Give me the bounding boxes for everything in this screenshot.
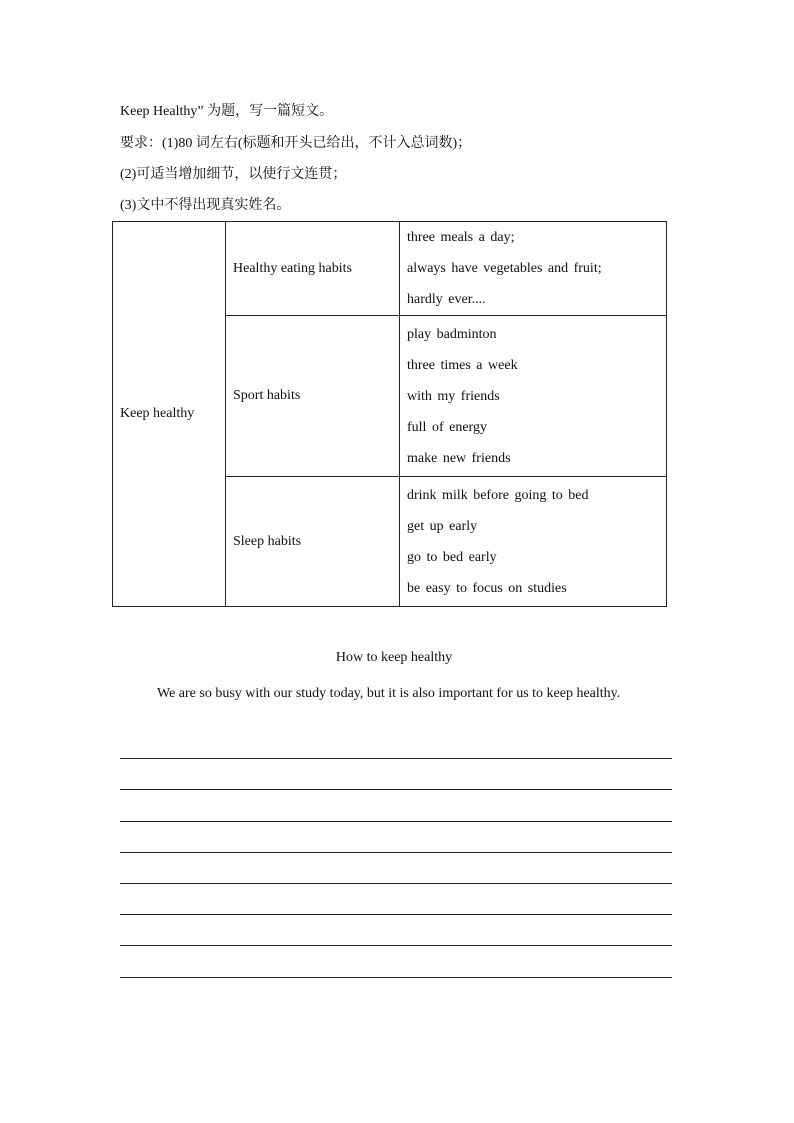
writing-line[interactable] [120, 758, 672, 759]
detail-item: hardly ever.... [407, 292, 486, 307]
detail-item: go to bed early [407, 549, 497, 565]
writing-line[interactable] [120, 883, 672, 884]
detail-item: full of energy [407, 419, 487, 435]
instruction-requirement-2: (2)可适当增加细节，以使行文连贯； [120, 167, 347, 182]
writing-line[interactable] [120, 914, 672, 915]
category-sport: Sport habits [226, 316, 400, 477]
instruction-requirement-1: 要求：(1)80 词左右(标题和开头已给出，不计入总词数)； [120, 136, 472, 151]
detail-item: play badminton [407, 326, 497, 342]
writing-line[interactable] [120, 852, 672, 853]
detail-item: drink milk before going to bed [407, 487, 589, 503]
topic-cell: Keep healthy [113, 222, 226, 607]
writing-line[interactable] [120, 789, 672, 790]
essay-title: How to keep healthy [335, 650, 453, 665]
detail-item: be easy to focus on studies [407, 580, 567, 596]
category-eating: Healthy eating habits [226, 222, 400, 316]
detail-item: three meals a day; [407, 230, 515, 245]
habits-table [112, 221, 667, 607]
details-sleep [400, 477, 667, 607]
detail-item: make new friends [407, 450, 511, 466]
detail-item: get up early [407, 518, 478, 534]
instruction-topic: Keep Healthy” 为题，写一篇短文。 [120, 104, 334, 119]
writing-line[interactable] [120, 945, 672, 946]
instruction-requirement-3: (3)文中不得出现真实姓名。 [120, 198, 291, 213]
details-eating [400, 222, 667, 316]
detail-item: with my friends [407, 388, 500, 404]
detail-item: three times a week [407, 357, 518, 373]
table-row-eating [113, 222, 667, 316]
writing-line[interactable] [120, 977, 672, 978]
detail-item: always have vegetables and fruit; [407, 261, 602, 276]
essay-opening: We are so busy with our study today, but it is also important for us to keep healthy. [157, 686, 621, 701]
category-sleep: Sleep habits [226, 477, 400, 607]
writing-line[interactable] [120, 821, 672, 822]
details-sport [400, 316, 667, 477]
